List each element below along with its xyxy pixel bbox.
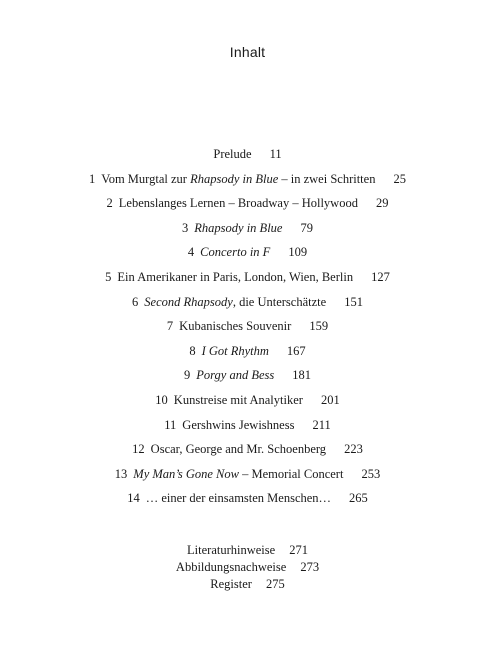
toc-entry-12 <box>0 437 495 462</box>
entry-page: 11 <box>269 147 282 161</box>
entry-italic: I Got Rhythm <box>201 343 269 358</box>
entry-italic: Second Rhapsody <box>144 294 233 309</box>
entry-num: 2 <box>106 196 113 211</box>
entry-text: … einer der einsamsten Menschen… <box>145 491 332 506</box>
entry-num: 3 <box>182 220 189 235</box>
entry-italic: Concerto in F <box>200 245 271 260</box>
appendix-page: 271 <box>289 543 308 557</box>
entry-num: 9 <box>184 368 191 383</box>
toc-entry-9 <box>0 363 495 388</box>
appendix-label: Register <box>210 577 252 592</box>
table-of-contents <box>0 142 495 511</box>
entry-page: 211 <box>312 417 331 432</box>
entry-num: 4 <box>187 245 195 260</box>
toc-entry-14 <box>0 486 495 511</box>
toc-entry-1 <box>0 167 495 192</box>
toc-entry-2 <box>0 191 495 216</box>
appendix-entry-literature <box>0 542 495 559</box>
appendix-label: Abbildungsnachweise <box>175 560 287 575</box>
appendix-entry-illustrations <box>0 559 495 576</box>
entry-num: 10 <box>155 392 168 407</box>
entry-text-after: – in zwei Schritten <box>278 171 376 186</box>
toc-entry-10 <box>0 388 495 413</box>
entry-page: 223 <box>344 442 363 457</box>
entry-num: 14 <box>127 491 140 506</box>
entry-text: Vom Murgtal zur <box>101 171 191 186</box>
entry-num: 7 <box>166 319 174 334</box>
appendix-list <box>0 542 495 594</box>
entry-num: 5 <box>105 269 112 284</box>
entry-text: Ein Amerikaner in Paris, London, Wien, Berlin <box>117 269 354 284</box>
toc-entry-8 <box>0 339 495 364</box>
toc-entry-prelude <box>0 142 495 167</box>
entry-text: Kubanisches Souvenir <box>179 319 292 334</box>
entry-page: 29 <box>375 196 389 211</box>
entry-text: Oscar, George and Mr. Schoenberg <box>150 442 327 457</box>
entry-page: 201 <box>320 392 340 407</box>
entry-num: 1 <box>89 171 96 186</box>
toc-entry-5 <box>0 265 495 290</box>
entry-italic: Rhapsody in Blue <box>194 220 283 235</box>
entry-text: Prelude <box>213 147 252 161</box>
entry-num: 6 <box>132 294 139 309</box>
entry-num: 12 <box>132 442 145 457</box>
entry-text-after: , die Unterschätzte <box>232 294 327 309</box>
entry-page: 79 <box>300 220 313 235</box>
entry-italic: Rhapsody in Blue <box>190 171 279 186</box>
entry-text: Kunstreise mit Analytiker <box>173 392 303 407</box>
entry-text-after: – Memorial Concert <box>238 466 344 481</box>
entry-page: 109 <box>288 245 308 260</box>
entry-italic: My Man’s Gone Now <box>133 466 239 481</box>
entry-page: 25 <box>393 171 406 186</box>
entry-page: 151 <box>344 294 363 309</box>
entry-page: 181 <box>292 368 311 383</box>
toc-entry-3 <box>0 216 495 241</box>
entry-text: Gershwins Jewishness <box>182 417 295 432</box>
page-title: Inhalt <box>229 44 266 60</box>
appendix-label: Literaturhinweise <box>187 543 276 557</box>
entry-num: 13 <box>114 466 128 481</box>
entry-page: 167 <box>286 343 306 358</box>
entry-page: 265 <box>349 491 368 506</box>
entry-num: 11 <box>164 417 177 432</box>
entry-page: 159 <box>309 319 329 334</box>
toc-entry-13 <box>0 462 495 487</box>
toc-entry-6 <box>0 290 495 315</box>
appendix-entry-register <box>0 576 495 593</box>
toc-entry-4 <box>0 240 495 265</box>
entry-text: Lebenslanges Lernen – Broadway – Hollywood <box>118 196 358 211</box>
entry-page: 127 <box>371 269 390 284</box>
toc-entry-7 <box>0 314 495 339</box>
entry-page: 253 <box>361 466 381 481</box>
entry-italic: Porgy and Bess <box>196 368 275 383</box>
toc-entry-11 <box>0 413 495 438</box>
entry-num: 8 <box>189 343 196 358</box>
appendix-page: 275 <box>265 577 285 592</box>
appendix-page: 273 <box>300 560 320 575</box>
